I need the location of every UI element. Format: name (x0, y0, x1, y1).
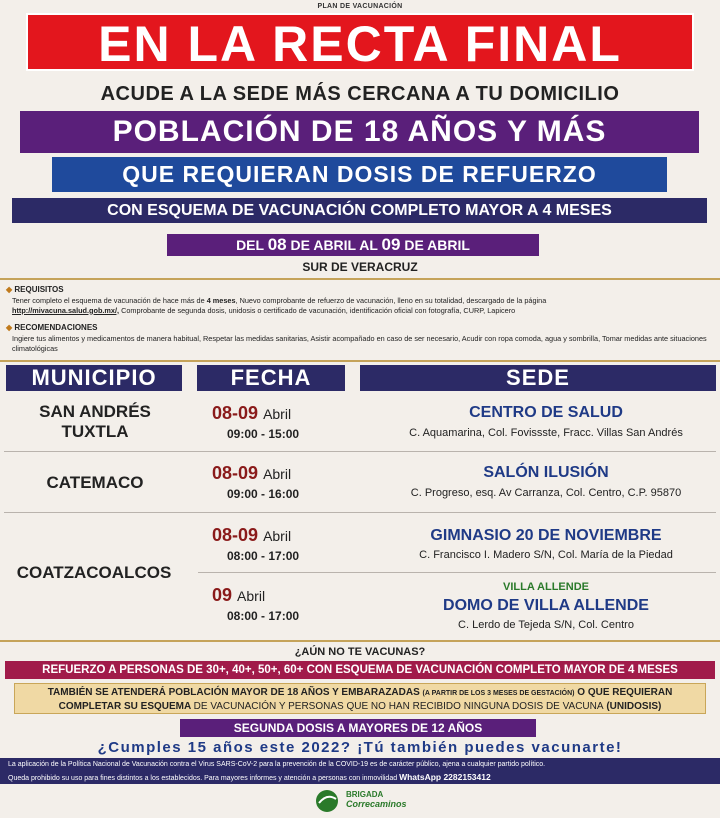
sede-name: DOMO DE VILLA ALLENDE (443, 597, 649, 614)
requirements-text: Tener completo el esquema de vacunación de hace más de 4 meses, Nuevo comprobante de refuerzo de vacunación, lleno en su totalidad, descargado de la página http://mivacuna.salud.gob.mx/, Comprobante de segunda dosis, unidosis o certificado de vacunación, identificación oficial con fotografía, CURP, Lapicero (12, 296, 547, 315)
requirements-heading: ◆ REQUISITOS (6, 285, 64, 294)
sede-tag: VILLA ALLENDE (503, 581, 589, 593)
brigada-logo: BRIGADA Correcaminos (312, 788, 412, 814)
dose-banner: QUE REQUIERAN DOSIS DE REFUERZO (52, 157, 667, 192)
sede-address: C. Aquamarina, Col. Fovissste, Fracc. Villas San Andrés (409, 427, 683, 439)
municipio-cell: COATZACOALCOS (16, 563, 172, 582)
hours-cell: 08:00 - 17:00 (227, 609, 300, 623)
scheme-banner: CON ESQUEMA DE VACUNACIÓN COMPLETO MAYOR A 4 MESES (12, 198, 707, 223)
bullet-icon: ◆ (6, 323, 15, 332)
bullet-icon: ◆ (6, 285, 15, 294)
hours-cell: 09:00 - 16:00 (227, 487, 300, 501)
population-banner: POBLACIÓN DE 18 AÑOS Y MÁS (20, 111, 699, 153)
also-attended-box: TAMBIÉN SE ATENDERÁ POBLACIÓN MAYOR DE 18 AÑOS Y EMBARAZADAS (A PARTIR DE LOS 3 MESES DE GESTACIÓN) O QUE REQUIERAN COMPLETAR SU ESQUEMA DE VACUNACIÓN Y PERSONAS QUE NO HAN RECIBIDO NINGUNA DOSIS DE VACUNA (UNIDOSIS) (14, 683, 706, 714)
fecha-cell: 08-09 Abril (212, 403, 292, 423)
subtitle: ACUDE A LA SEDE MÁS CERCANA A TU DOMICILIO (100, 83, 620, 105)
mivacuna-link[interactable]: http://mivacuna.salud.gob.mx/, (12, 305, 120, 315)
plan-label: PLAN DE VACUNACIÓN (317, 3, 403, 10)
footer: La aplicación de la Política Nacional de Vacunación contra el Virus SARS-CoV-2 para la prevención de la COVID-19 es de carácter público, ajena a cualquier partido político. Queda prohibido su uso para fines distintos a los establecidos. Para mayores informes y atención a personas con inmovilidad WhatsApp 2282153412 (0, 758, 720, 784)
region-label: SUR DE VERACRUZ (302, 260, 418, 274)
cumples-label: ¿Cumples 15 años este 2022? ¡Tú también puedes vacunarte! (97, 739, 623, 756)
col-municipio-header: MUNICIPIO (6, 365, 182, 391)
divider (0, 640, 720, 642)
sede-name: GIMNASIO 20 DE NOVIEMBRE (430, 527, 662, 544)
fecha-cell: 08-09 Abril (212, 463, 292, 483)
hours-cell: 08:00 - 17:00 (227, 549, 300, 563)
whatsapp-number: WhatsApp 2282153412 (399, 772, 491, 782)
sede-address: C. Progreso, esq. Av Carranza, Col. Centro, C.P. 95870 (410, 487, 682, 499)
main-title: EN LA RECTA FINAL (26, 13, 694, 71)
municipio-cell: SAN ANDRÉS TUXTLA (39, 402, 151, 441)
hours-cell: 09:00 - 15:00 (227, 427, 300, 441)
sede-name: SALÓN ILUSIÓN (483, 464, 609, 481)
recommendations-heading: ◆ RECOMENDACIONES (6, 323, 98, 332)
question-label: ¿AÚN NO TE VACUNAS? (294, 646, 426, 658)
sede-name: CENTRO DE SALUD (469, 404, 623, 421)
municipio-cell: CATEMACO (46, 473, 144, 492)
row-divider (4, 451, 716, 452)
sede-address: C. Lerdo de Tejeda S/N, Col. Centro (458, 619, 634, 631)
col-fecha-header: FECHA (197, 365, 345, 391)
divider (0, 360, 720, 362)
fecha-cell: 09 Abril (212, 585, 266, 605)
row-divider (198, 572, 716, 573)
sede-address: C. Francisco I. Madero S/N, Col. María de la Piedad (419, 549, 673, 561)
segunda-dosis-banner: SEGUNDA DOSIS A MAYORES DE 12 AÑOS (180, 719, 536, 737)
runner-icon (312, 789, 342, 813)
date-banner: DEL 08 DE ABRIL AL 09 DE ABRIL (167, 234, 539, 256)
fecha-cell: 08-09 Abril (212, 525, 292, 545)
refuerzo-banner: REFUERZO A PERSONAS DE 30+, 40+, 50+, 60+ CON ESQUEMA DE VACUNACIÓN COMPLETO MAYOR DE 4 MESES (5, 661, 715, 679)
col-sede-header: SEDE (360, 365, 716, 391)
recommendations-text: Ingiere tus alimentos y medicamentos de manera habitual, Respetar las medidas sanitarias, Asistir acompañado en caso de ser necesario, Acudir con ropa comoda, agua y sombrilla, Tomar medidas ante situaciones climatológicas (12, 334, 707, 353)
divider (0, 278, 720, 280)
row-divider (4, 512, 716, 513)
